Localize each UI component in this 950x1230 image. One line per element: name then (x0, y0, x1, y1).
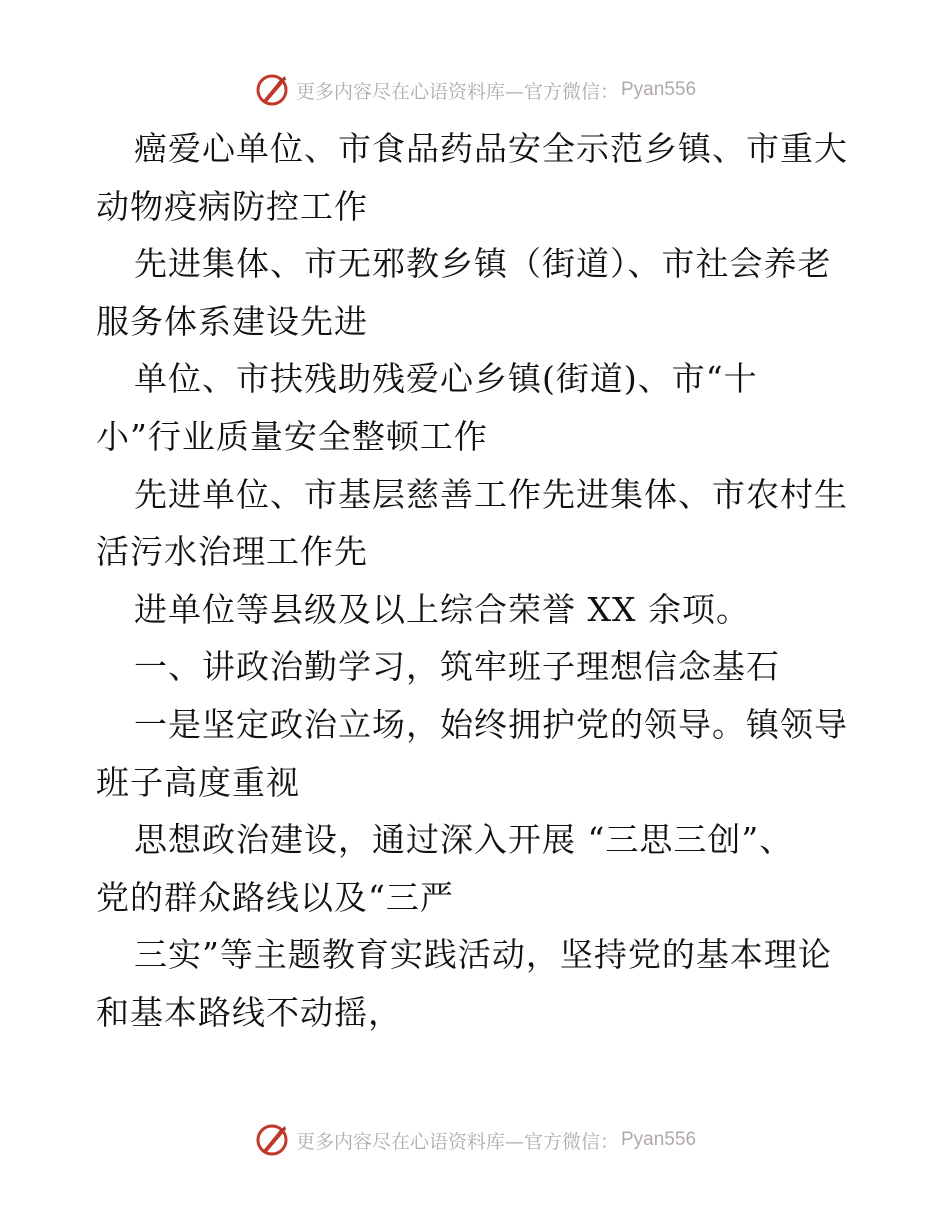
paragraph-line: 班子高度重视 (96, 762, 300, 802)
quill-logo-icon (254, 72, 290, 108)
paragraph-line: 一是坚定政治立场，始终拥护党的领导。镇领导 (134, 704, 848, 744)
paragraph-line: 活污水治理工作先 (96, 532, 368, 572)
quill-logo-icon (254, 1122, 290, 1158)
banner-text: 更多内容尽在心语资料库—官方微信： (295, 80, 619, 103)
paragraph-line: 动物疫病防控工作 (96, 186, 368, 226)
paragraph-line: 思想政治建设，通过深入开展 “三思三创”、 (134, 820, 794, 860)
header-banner (0, 70, 950, 110)
paragraph-line: 和基本路线不动摇， (96, 992, 402, 1032)
paragraph-line: 党的群众路线以及“三严 (96, 877, 454, 917)
banner-wechat-id: Pyan556 (621, 79, 697, 100)
paragraph-line: 小”行业质量安全整顿工作 (96, 416, 488, 456)
paragraph-line: 三实”等主题教育实践活动，坚持党的基本理论 (134, 935, 832, 975)
paragraph-line: 单位、市扶残助残爱心乡镇(街道)、市“十 (134, 359, 758, 399)
paragraph-line: 癌爱心单位、市食品药品安全示范乡镇、市重大 (134, 129, 848, 168)
banner-wechat-id: Pyan556 (621, 1129, 697, 1150)
paragraph-line: 服务体系建设先进 (96, 301, 368, 341)
footer-banner (0, 1120, 950, 1160)
paragraph-line: 进单位等县级及以上综合荣誉 XX 余项。 (134, 589, 750, 629)
banner-text: 更多内容尽在心语资料库—官方微信： (295, 1130, 619, 1153)
paragraph-line: 先进单位、市基层慈善工作先进集体、市农村生 (134, 474, 848, 514)
paragraph-line: 先进集体、市无邪教乡镇（街道）、市社会养老 (134, 244, 832, 284)
section-heading: 一、讲政治勤学习，筑牢班子理想信念基石 (134, 647, 780, 687)
document-body (96, 120, 866, 1042)
